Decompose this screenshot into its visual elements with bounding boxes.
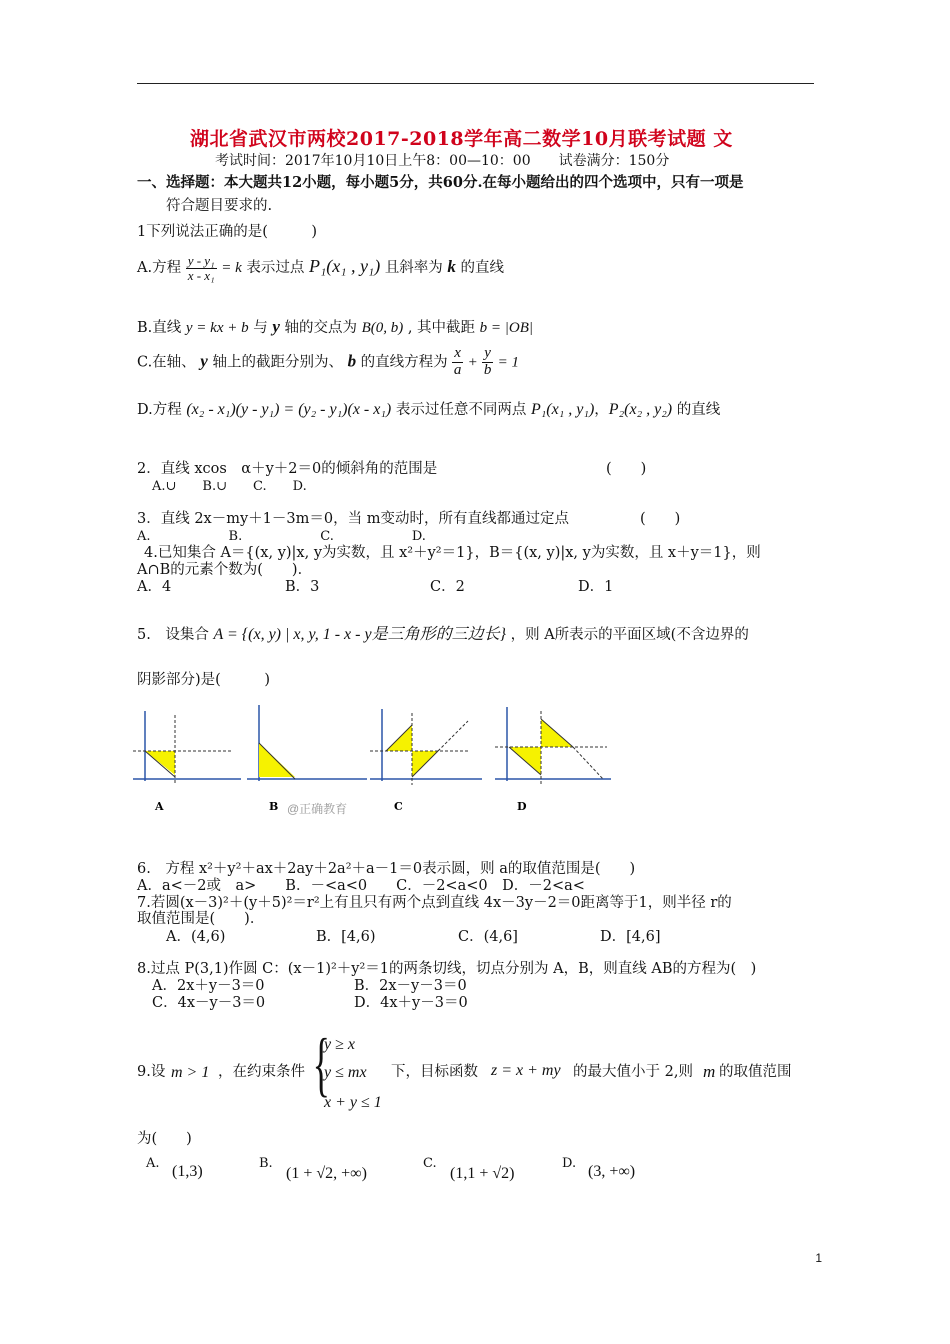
q4-option-c: C．2	[430, 579, 465, 595]
q1-c-frac1-num: x	[454, 345, 461, 361]
q9-mid3: 的最大值小于 2,则	[573, 1064, 693, 1080]
q7-line2: 取值范围是( )．	[137, 911, 265, 927]
q4-option-b: B．3	[285, 579, 320, 595]
q5-figure-c	[370, 703, 485, 818]
q2-stem: 2．直线 xcos α＋y＋2＝0的倾斜角的范围是	[137, 461, 438, 477]
q1-b-y: y	[272, 317, 280, 336]
q1-a-numerator: y - y₁	[187, 253, 215, 268]
q1-d-p2: P₂(x₂ , y₂)	[608, 401, 673, 418]
q6-stem: 6. 方程 x²＋y²＋ax＋2ay＋2a²＋a－1＝0表示圆，则 a的取值范围是( )	[137, 861, 636, 877]
q7-option-c: C．(4,6]	[458, 929, 518, 945]
q1-b-end: b = |OB|	[479, 320, 534, 336]
q1-option-b	[137, 316, 533, 337]
q5-stem	[137, 621, 749, 644]
q1-b-eq: y = kx + b	[185, 320, 249, 336]
q1-c-b: b	[347, 351, 357, 371]
section-heading: 一、选择题：本大题共12小题，每小题5分，共60分.在每小题给出的四个选项中，只有一项是	[137, 174, 744, 191]
q1-d-eq: (x₂ - x₁)(y - y₁) = (y₂ - y₁)(x - x₁)	[186, 401, 392, 418]
q9-mid: ，在约束条件	[218, 1064, 305, 1080]
q9-mid2: 下，目标函数	[391, 1064, 478, 1080]
q7-option-d: D．[4,6]	[600, 929, 661, 945]
q9-option-d-label: D.	[562, 1156, 577, 1171]
q1-c-mid2: 的直线方程为	[360, 354, 448, 371]
q1-b-mid: 与	[253, 320, 268, 336]
q5-line2: 阴影部分)是( )	[137, 672, 270, 688]
q1-d-end: 的直线	[676, 402, 721, 418]
q5-label-d: D	[517, 800, 527, 813]
q2-options: A.∪ B.∪ C. D.	[152, 479, 307, 494]
q5-figure-d	[495, 703, 615, 818]
q9-prefix: 9.设	[137, 1064, 166, 1080]
q1-a-eq: = k	[221, 260, 242, 277]
q5-prefix: 5. 设集合	[137, 627, 209, 643]
q1-a-k: k	[447, 257, 456, 277]
q5-label-b: B	[269, 800, 279, 813]
q9-option-b-label: B.	[259, 1156, 273, 1171]
q1-option-a	[137, 254, 504, 282]
q1-b-prefix: B.直线	[137, 320, 182, 336]
q5-label-a: A	[155, 800, 164, 813]
q1-c-plus: +	[467, 354, 478, 371]
q9-option-c: (1,1 + √2)	[450, 1165, 515, 1182]
q5-suffix: ，则 A所表示的平面区域(不含边界的	[510, 627, 749, 643]
q1-a-point: P₁(x₁ , y₁)	[308, 256, 381, 277]
q1-option-d	[137, 398, 720, 419]
q1-a-mid2: 且斜率为	[384, 260, 443, 277]
q8-option-d: D．4x＋y－3＝0	[354, 995, 468, 1011]
q1-b-point: B(0, b)	[361, 320, 404, 336]
q9-constraint-1: y ≥ x	[324, 1036, 355, 1053]
q3-paren: ( )	[640, 511, 681, 527]
q9-brace: {	[312, 1024, 330, 1104]
q4-line2: A∩B的元素个数为( )．	[137, 562, 313, 578]
page-title: 湖北省武汉市两校2017-2018学年高二数学10月联考试题 文	[190, 128, 733, 150]
q9-option-a-label: A.	[146, 1156, 160, 1171]
q1-b-mid3: , 其中截距	[407, 320, 476, 336]
q1-d-mid: 表示过任意不同两点	[395, 402, 527, 418]
q5-watermark: @正确教育	[287, 802, 348, 816]
q1-c-end: = 1	[497, 354, 519, 371]
q1-option-c	[137, 346, 519, 379]
q8-option-a: A．2x＋y－3＝0	[152, 978, 265, 994]
q4-option-a: A．4	[137, 579, 172, 595]
q9-option-d: (3, +∞)	[588, 1163, 636, 1180]
q9-end: 的取值范围	[719, 1064, 792, 1080]
q6-options: A．a<－2或 a> B．－<a<0 C．－2<a<0 D．－2<a<	[137, 878, 585, 894]
q2-paren: ( )	[606, 461, 647, 477]
q4-line1: 4.已知集合 A＝{(x, y)|x, y为实数，且 x²＋y²＝1}，B＝{(x, y)|x, y为实数，且 x＋y＝1}，则	[144, 545, 761, 561]
section-heading-cont: 符合题目要求的.	[166, 198, 273, 214]
q8-option-c: C．4x－y－3＝0	[152, 995, 266, 1011]
q1-a-end: 的直线	[460, 260, 505, 277]
q8-stem: 8.过点 P(3,1)作圆 C：(x－1)²＋y²＝1的两条切线，切点分别为 A，B，则直线 AB的方程为( )	[137, 961, 757, 977]
q7-option-a: A．(4,6)	[166, 929, 226, 945]
q8-option-b: B．2x－y－3＝0	[354, 978, 467, 994]
q1-c-mid: 轴上的截距分别为、	[212, 354, 343, 371]
q1-d-p1: P₁(x₁ , y₁)	[530, 401, 595, 418]
q5-set: A = {(x, y) | x, y, 1 - x - y是三角形的三边长}	[213, 626, 506, 643]
page-number: 1	[815, 1251, 822, 1265]
q3-options: A. B. C. D.	[137, 529, 426, 544]
q1-c-prefix: C.在轴、	[137, 354, 196, 371]
q1-c-frac2	[482, 346, 493, 379]
q1-stem: 1下列说法正确的是( )	[137, 224, 318, 240]
q1-c-frac2-den: b	[483, 361, 492, 378]
q9-option-a: (1,3)	[172, 1163, 203, 1180]
q1-d-prefix: D.方程	[137, 402, 182, 418]
q1-a-fraction	[186, 254, 217, 282]
q9-line2: 为( )	[137, 1131, 192, 1147]
q7-line1: 7.若圆(x－3)²＋(y＋5)²＝r²上有且只有两个点到直线 4x－3y－2＝0距离等于1，则半径 r的	[137, 895, 732, 911]
q1-a-mid: 表示过点	[246, 260, 305, 277]
q5-label-c: C	[394, 800, 403, 813]
q9-option-b: (1 + √2, +∞)	[286, 1165, 367, 1182]
q1-b-mid2: 轴的交点为	[284, 320, 357, 336]
q1-a-denominator: x - x₁	[187, 267, 215, 283]
q1-c-y: y	[200, 351, 208, 371]
q5-figure-b	[247, 703, 369, 818]
q1-d-comma: ，	[594, 402, 609, 418]
q7-option-b: B．[4,6)	[316, 929, 376, 945]
q9-condition: m > 1	[171, 1064, 210, 1081]
q9-constraint-3: x + y ≤ 1	[324, 1094, 382, 1111]
q9-objective: z = x + my	[491, 1062, 561, 1079]
q5-figure-a	[133, 703, 245, 818]
q1-c-frac1-den: a	[453, 361, 462, 378]
q4-option-d: D．1	[578, 579, 614, 595]
q9-option-c-label: C.	[423, 1156, 437, 1171]
q1-a-prefix: A.方程	[137, 260, 182, 277]
top-rule	[137, 83, 814, 84]
q9-constraint-2: y ≤ mx	[324, 1064, 367, 1081]
q1-c-frac1	[452, 346, 463, 379]
exam-info: 考试时间：2017年10月10日上午8：00—10：00 试卷满分：150分	[215, 153, 670, 169]
q9-m: m	[703, 1062, 716, 1081]
q3-stem: 3．直线 2x－my＋1－3m＝0，当 m变动时，所有直线都通过定点	[137, 511, 569, 527]
q1-c-frac2-num: y	[484, 345, 491, 361]
